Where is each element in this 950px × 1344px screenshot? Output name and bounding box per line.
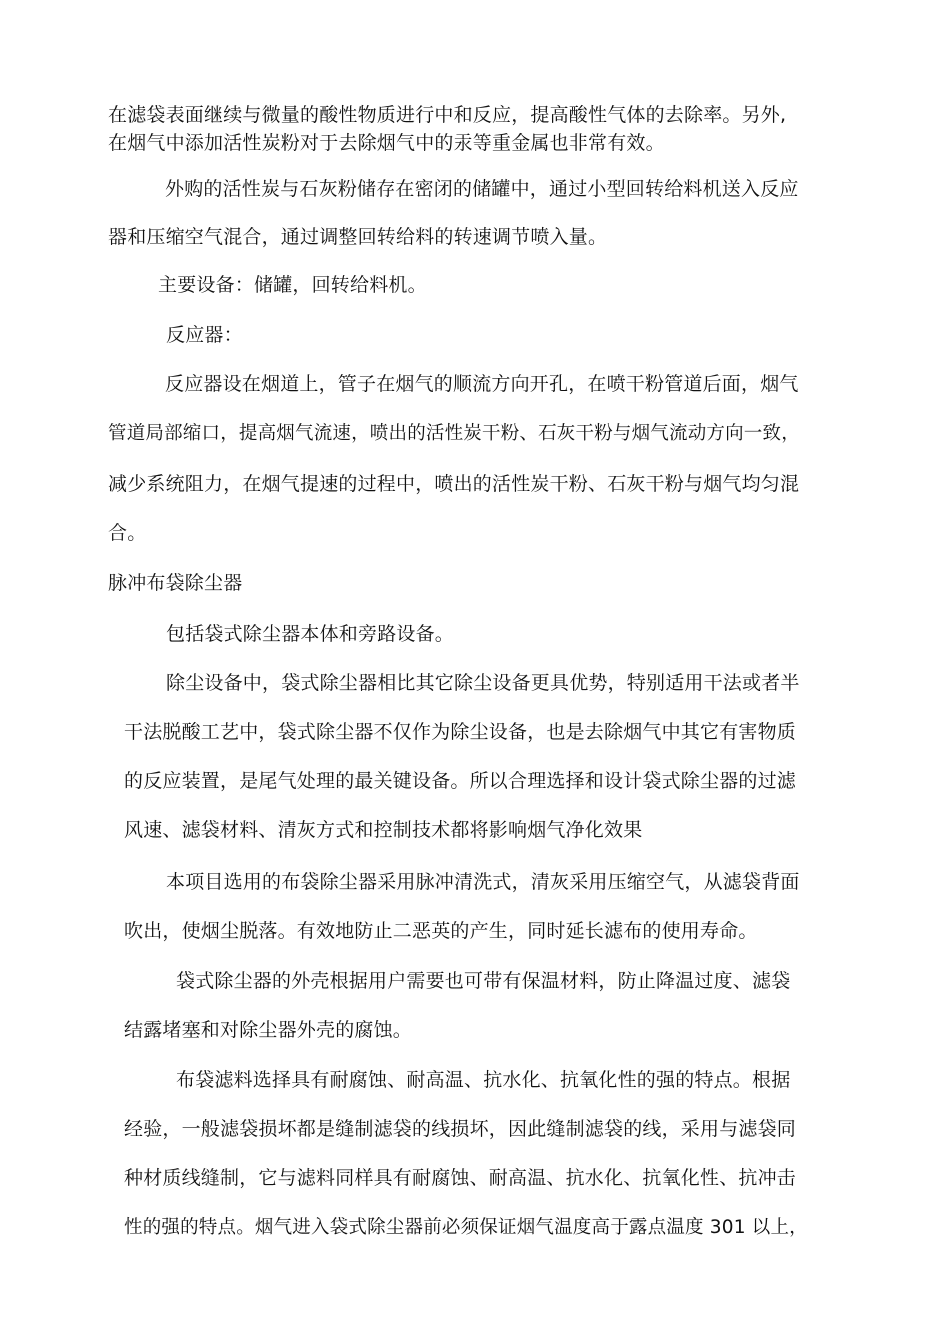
paragraph-line: 在烟气中添加活性炭粉对于去除烟气中的汞等重金属也非常有效。 bbox=[108, 132, 665, 154]
paragraph-line: 吹出，使烟尘脱落。有效地防止二恶英的产生，同时延长滤布的使用寿命。 bbox=[124, 920, 758, 942]
paragraph-line: 管道局部缩口，提高烟气流速，喷出的活性炭干粉、石灰干粉与烟气流动方向一致， bbox=[108, 423, 800, 444]
paragraph-line: 合。 bbox=[108, 522, 147, 544]
paragraph-line: 减少系统阻力，在烟气提速的过程中，喷出的活性炭干粉、石灰干粉与烟气均匀混 bbox=[108, 473, 800, 495]
paragraph-line: 干法脱酸工艺中，袋式除尘器不仅作为除尘设备，也是去除烟气中其它有害物质 bbox=[124, 721, 797, 743]
paragraph-line: 性的强的特点。烟气进入袋式除尘器前必须保证烟气温度高于露点温度 301 以上， bbox=[124, 1217, 808, 1238]
paragraph-line: 本项目选用的布袋除尘器采用脉冲清洗式，清灰采用压缩空气，从滤袋背面 bbox=[166, 871, 800, 893]
paragraph-line: 种材质线缝制，它与滤料同样具有耐腐蚀、耐高温、抗水化、抗氧化性、抗冲击 bbox=[124, 1167, 797, 1189]
paragraph-line: 结露堵塞和对除尘器外壳的腐蚀。 bbox=[124, 1019, 413, 1041]
paragraph-line: 主要设备：储罐，回转给料机。 bbox=[158, 274, 427, 296]
paragraph-line: 器和压缩空气混合，通过调整回转给料的转速调节喷入量。 bbox=[108, 226, 608, 248]
paragraph-line: 袋式除尘器的外壳根据用户需要也可带有保温材料，防止降温过度、滤袋 bbox=[176, 970, 791, 992]
paragraph-line: 布袋滤料选择具有耐腐蚀、耐高温、抗水化、抗氧化性的强的特点。根据 bbox=[176, 1069, 791, 1091]
paragraph-line: 的反应装置，是尾气处理的最关键设备。所以合理选择和设计袋式除尘器的过滤 bbox=[124, 770, 797, 792]
paragraph-line: 反应器： bbox=[166, 324, 243, 346]
section-heading: 脉冲布袋除尘器 bbox=[108, 572, 243, 594]
paragraph-line: 除尘设备中，袋式除尘器相比其它除尘设备更具优势，特别适用干法或者半 bbox=[166, 672, 800, 694]
paragraph-line: 风速、滤袋材料、清灰方式和控制技术都将影响烟气净化效果 bbox=[124, 819, 643, 841]
paragraph-line: 反应器设在烟道上，管子在烟气的顺流方向开孔，在喷干粉管道后面，烟气 bbox=[165, 373, 799, 395]
paragraph-line: 经验，一般滤袋损坏都是缝制滤袋的线损坏，因此缝制滤袋的线，采用与滤袋同 bbox=[124, 1118, 797, 1140]
paragraph-line: 外购的活性炭与石灰粉储存在密闭的储罐中，通过小型回转给料机送入反应 bbox=[165, 178, 799, 200]
paragraph-line: 在滤袋表面继续与微量的酸性物质进行中和反应，提高酸性气体的去除率。另外, bbox=[108, 104, 787, 126]
paragraph-line: 包括袋式除尘器本体和旁路设备。 bbox=[166, 623, 455, 645]
